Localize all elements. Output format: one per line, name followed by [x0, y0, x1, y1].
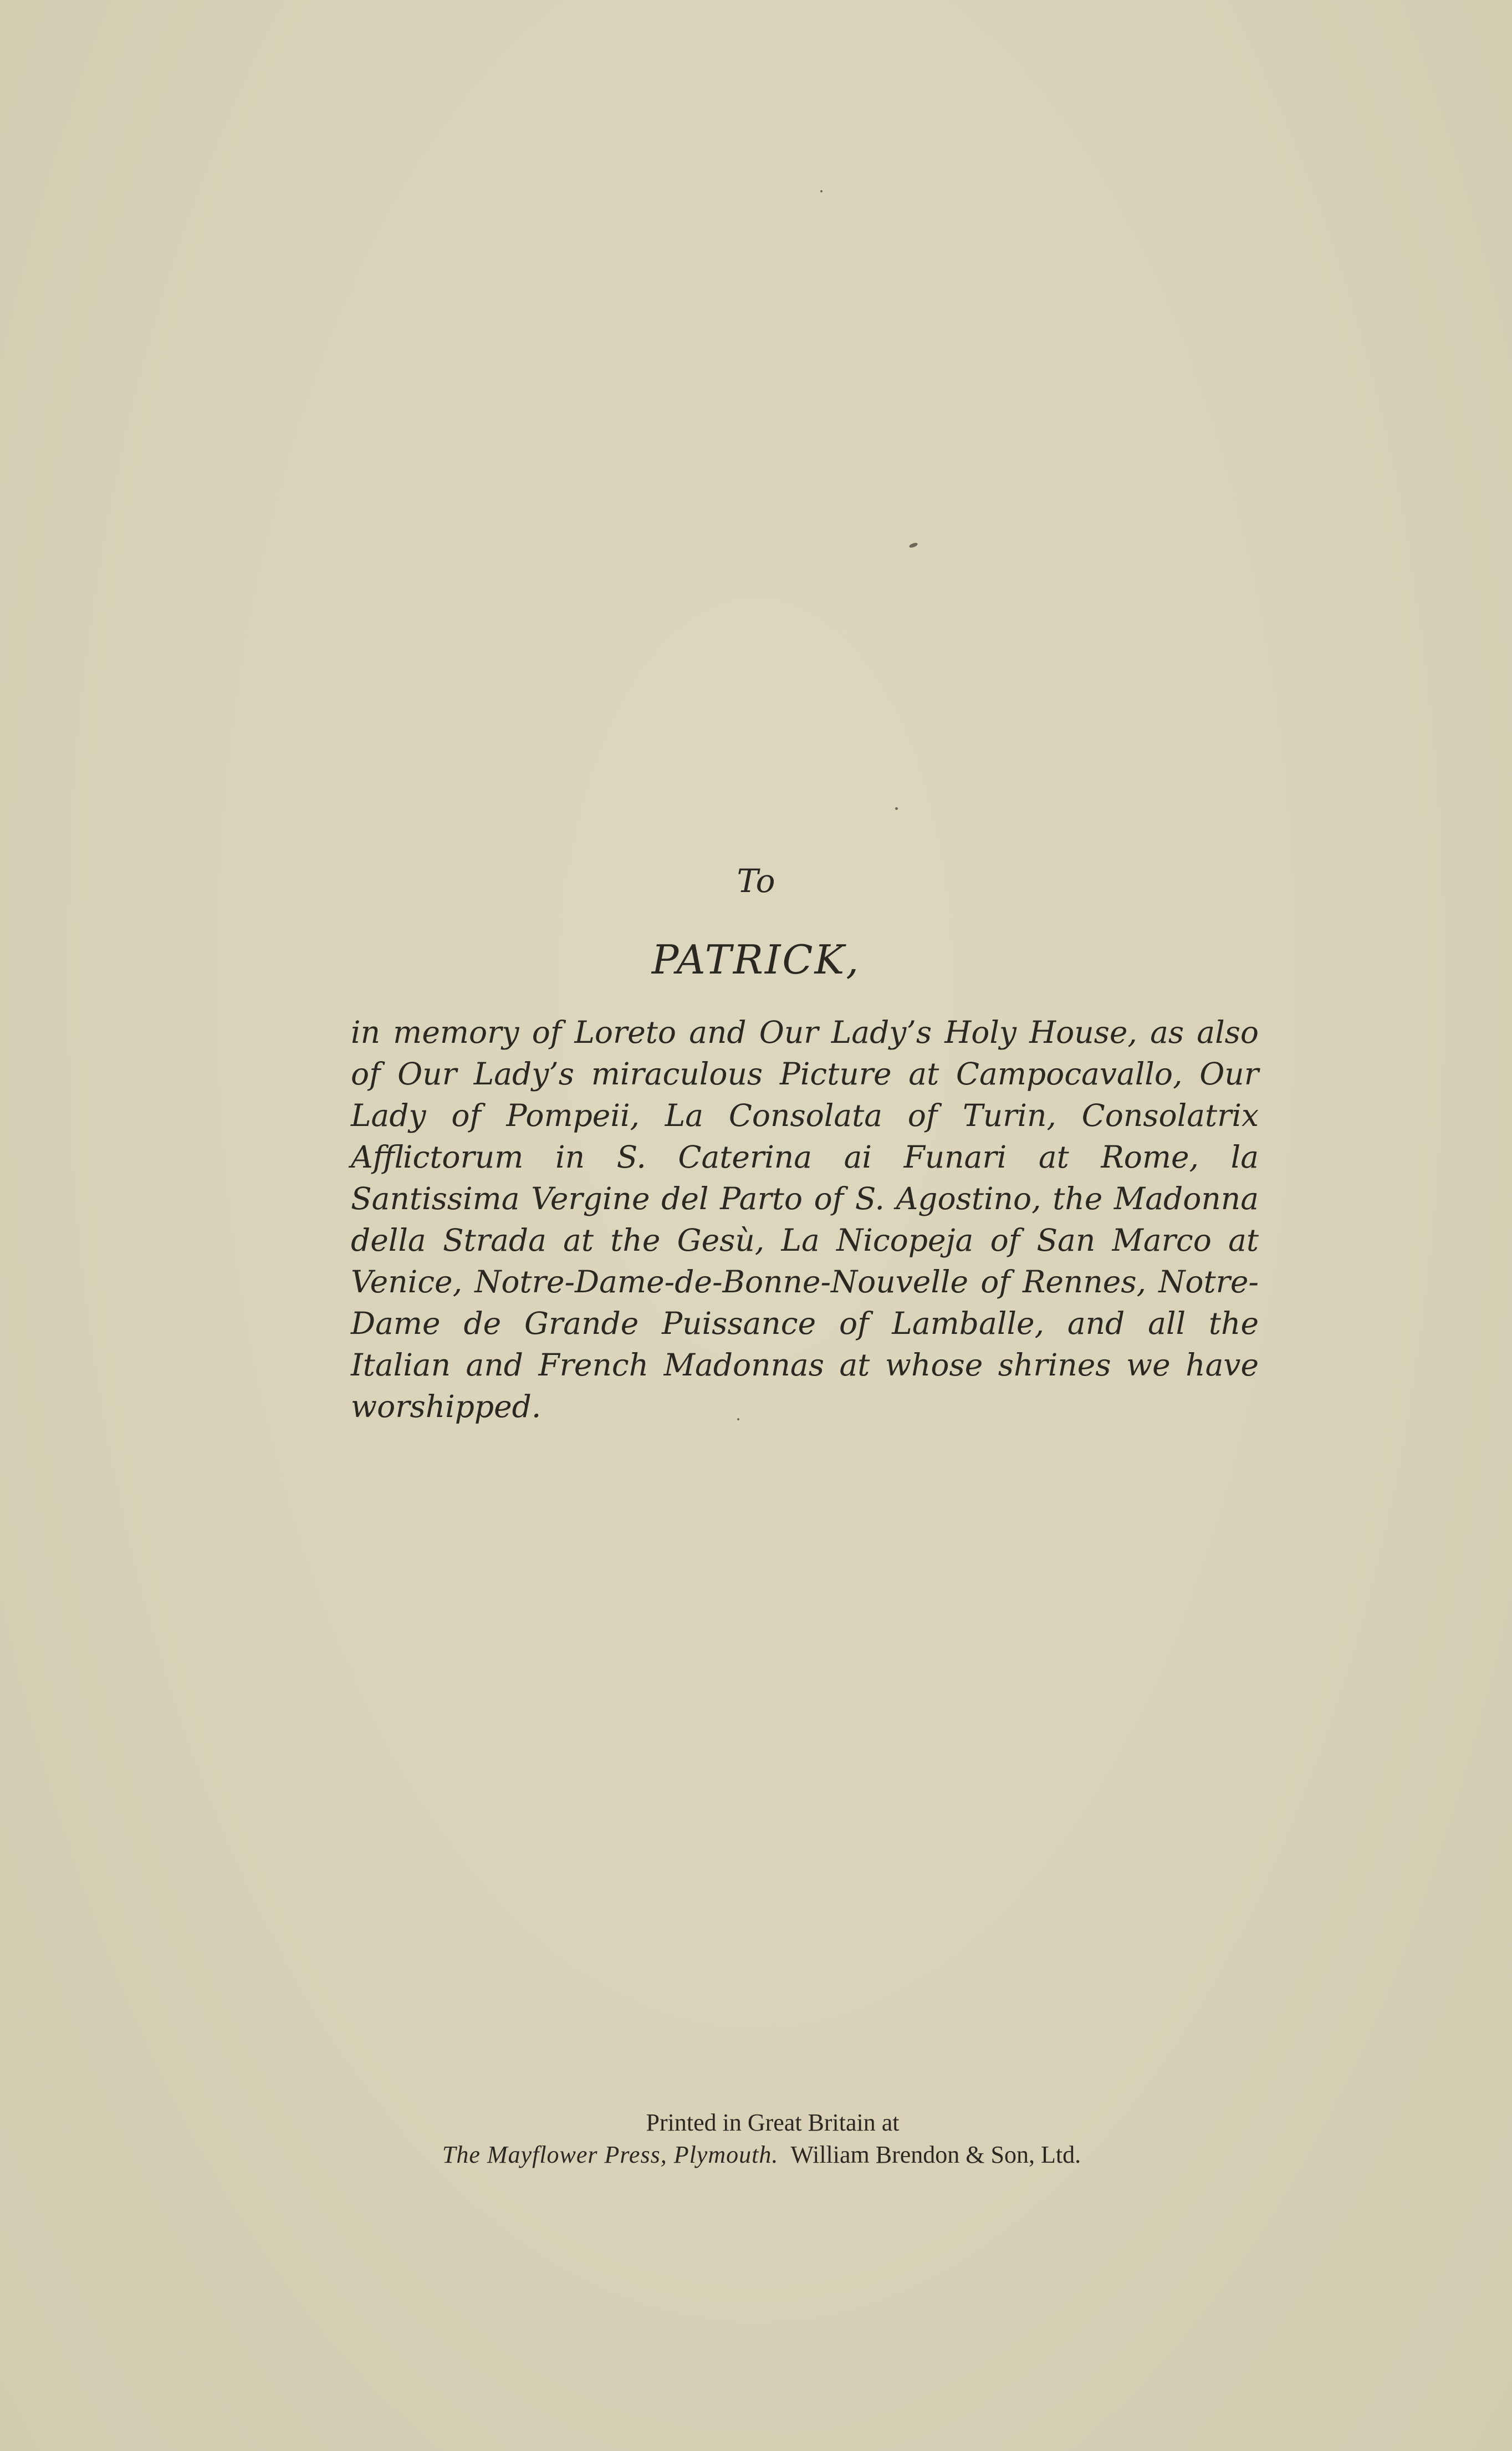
press-name: The Mayflower Press, Plymouth.: [442, 2141, 779, 2168]
paper-speck: [895, 807, 898, 810]
printed-in-line: Printed in Great Britain at: [646, 2109, 900, 2136]
paper-speck: [820, 190, 823, 192]
printer-imprint: [0, 2107, 1512, 2171]
dedicatee-name: PATRICK,: [651, 936, 861, 983]
dedication-text: in memory of Loreto and Our Lady’s Holy House, as also of Our Lady’s miraculous Picture at Campocavallo, Our Lady of Pompeii, La Consolata of Turin, Consolatrix Afflictorum in S. Caterina ai Funari at Rome, la Santissima Vergine del Parto of S. Agostino, the Madonna della Strada at the Gesù, La Nicopeja of San Marco at Venice, Notre-Dame-de-Bonne-Nouvelle of Rennes, Notre-Dame de Grande Puissance of Lamballe, and all the Italian and French Madonnas at whose shrines we have worshipped.: [351, 1015, 1259, 1424]
paper-speck: [908, 542, 918, 548]
press-line: [0, 2139, 1512, 2171]
dedication-to: To: [737, 862, 775, 900]
printer-firm: William Brendon & Son, Ltd.: [790, 2141, 1081, 2168]
